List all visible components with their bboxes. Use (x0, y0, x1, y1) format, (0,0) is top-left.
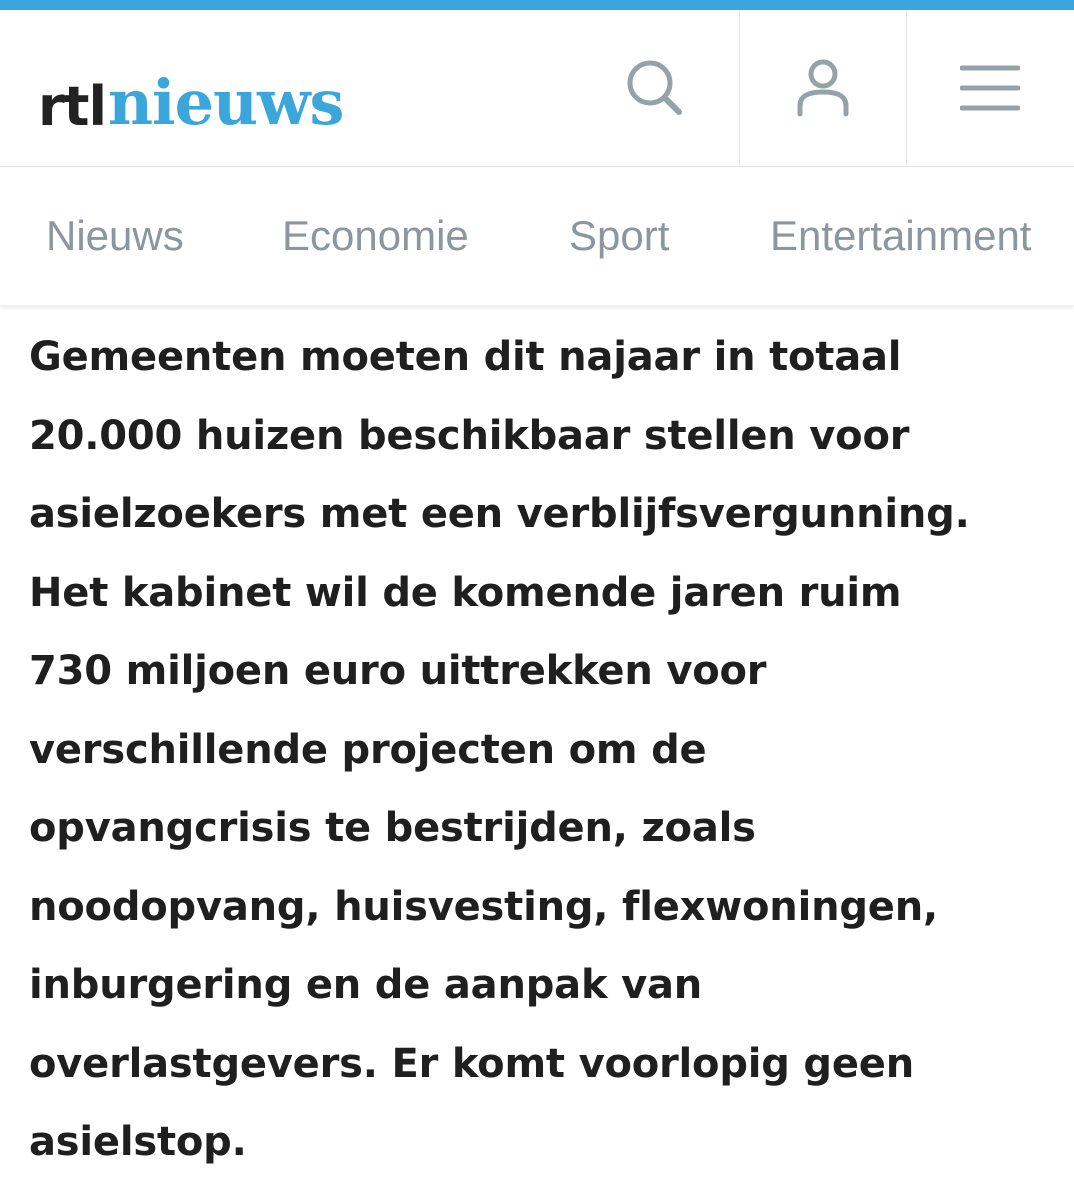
hamburger-menu-icon (960, 64, 1020, 112)
article-line: Gemeenten moeten dit najaar in totaal (29, 334, 902, 380)
rtl-nieuws-logo[interactable] (38, 54, 344, 139)
nav-item-entertainment[interactable]: Entertainment (770, 212, 1032, 259)
article-line: asielstop. (29, 1119, 247, 1165)
user-icon (795, 58, 851, 118)
search-icon (625, 58, 685, 118)
logo-rtl-text: rtl (38, 75, 106, 138)
article-line: noodopvang, huisvesting, flexwoningen, (29, 883, 939, 930)
nav-item-sport[interactable]: Sport (569, 212, 670, 259)
article-line: overlastgevers. Er komt voorlopig geen (29, 1040, 914, 1087)
search-button[interactable] (572, 10, 738, 166)
menu-button[interactable] (906, 10, 1074, 166)
article-intro-paragraph (29, 318, 1059, 1182)
article-line: Het kabinet wil de komende jaren ruim (29, 569, 902, 616)
article-line: inburgering en de aanpak van (29, 962, 703, 1008)
article-line: 20.000 huizen beschikbaar stellen voor (29, 412, 910, 459)
top-accent-bar (0, 0, 1074, 10)
article-line: opvangcrisis te bestrijden, zoals (29, 805, 756, 851)
nav-item-economie[interactable]: Economie (282, 212, 469, 259)
nav-item-nieuws[interactable]: Nieuws (46, 212, 184, 259)
account-button[interactable] (739, 10, 907, 166)
article-line: verschillende projecten om de (29, 726, 707, 773)
article-line: 730 miljoen euro uittrekken voor (29, 648, 767, 694)
site-header (0, 10, 1074, 167)
logo-nieuws-text: nieuws (107, 66, 344, 139)
article-body (29, 318, 1059, 1182)
section-nav (0, 167, 1074, 305)
article-line: asielzoekers met een verblijfsvergunning. (29, 491, 970, 537)
